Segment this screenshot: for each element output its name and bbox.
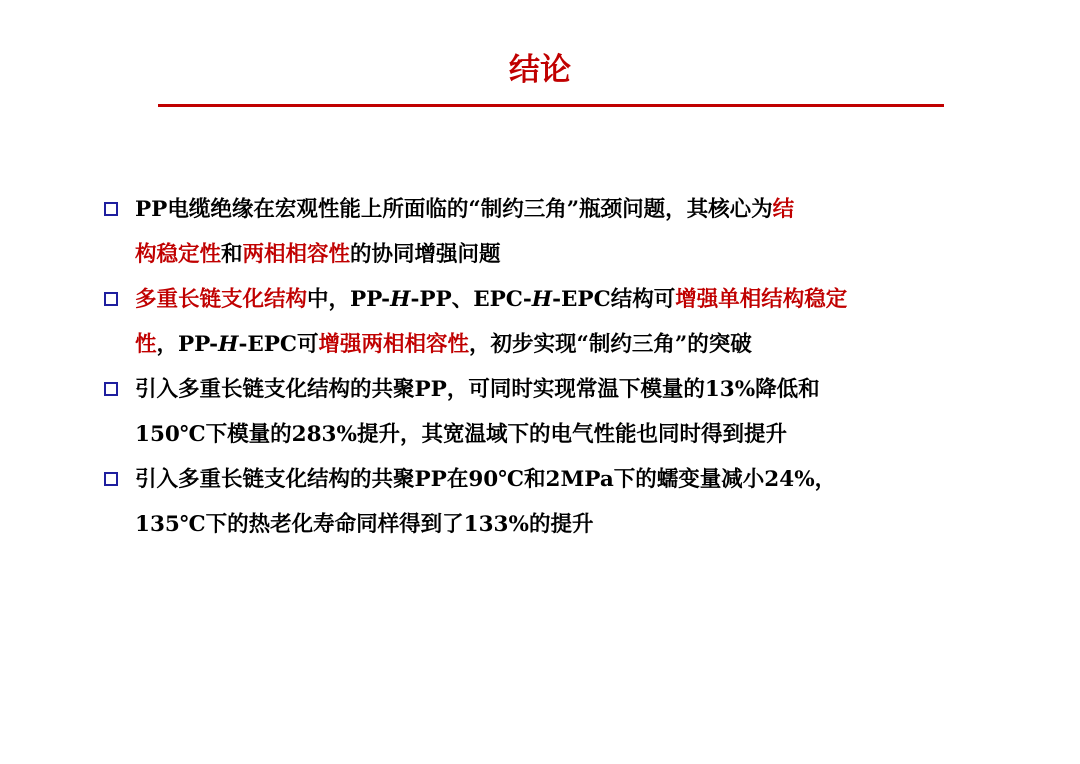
bullet-line: [135, 277, 960, 322]
bullet-text: 中，PP-: [307, 287, 391, 312]
page-title: 结论: [509, 52, 571, 88]
highlight-text: 构稳定性: [135, 242, 222, 267]
bullet-text: 150℃下模量的283%提升，其宽温域下的电气性能也同时得到提升: [135, 422, 787, 447]
highlight-text: 结: [772, 197, 795, 222]
list-item: [100, 277, 960, 367]
list-item: [100, 457, 960, 547]
bullet-text: ，初步实现“制约三角”的突破: [469, 332, 752, 357]
bullet-text: H: [531, 287, 553, 312]
highlight-text: 多重长链支化结构: [135, 287, 308, 312]
bullet-text: -PP、EPC-: [410, 287, 532, 312]
highlight-text: 性: [135, 332, 157, 357]
bullet-line: [135, 457, 960, 502]
bullet-line: [135, 187, 960, 232]
bullet-text: 引入多重长链支化结构的共聚PP，可同时实现常温下模量的13%降低和: [135, 377, 820, 402]
title-underline: [158, 104, 944, 107]
bullet-text: 的协同增强问题: [350, 242, 501, 267]
bullet-text: -EPC可: [238, 332, 319, 357]
bullet-text: -EPC结构可: [552, 287, 676, 312]
bullet-line: [135, 412, 960, 457]
list-item: [100, 367, 960, 457]
list-item: [100, 187, 960, 277]
hollow-square-bullet-icon: [104, 292, 118, 306]
bullet-line: [135, 322, 960, 367]
bullet-line: [135, 502, 960, 547]
bullet-text: 引入多重长链支化结构的共聚PP在90℃和2MPa下的蠕变量减小24%，: [135, 467, 837, 492]
bullet-text: 和: [221, 242, 243, 267]
bullet-line: [135, 232, 960, 277]
bullet-line: [135, 367, 960, 412]
highlight-text: 增强单相结构稳定: [675, 287, 848, 312]
highlight-text: 两相相容性: [242, 242, 351, 267]
conclusion-list: [100, 187, 960, 547]
bullet-text: PP电缆绝缘在宏观性能上所面临的“制约三角”瓶颈问题，其核心为: [135, 197, 773, 222]
bullet-text: H: [218, 332, 239, 357]
hollow-square-bullet-icon: [104, 382, 118, 396]
hollow-square-bullet-icon: [104, 202, 118, 216]
bullet-text: 135℃下的热老化寿命同样得到了133%的提升: [135, 512, 594, 537]
highlight-text: 增强两相相容性: [318, 332, 470, 357]
hollow-square-bullet-icon: [104, 472, 118, 486]
bullet-text: ，PP-: [156, 332, 219, 357]
bullet-text: H: [390, 287, 411, 312]
